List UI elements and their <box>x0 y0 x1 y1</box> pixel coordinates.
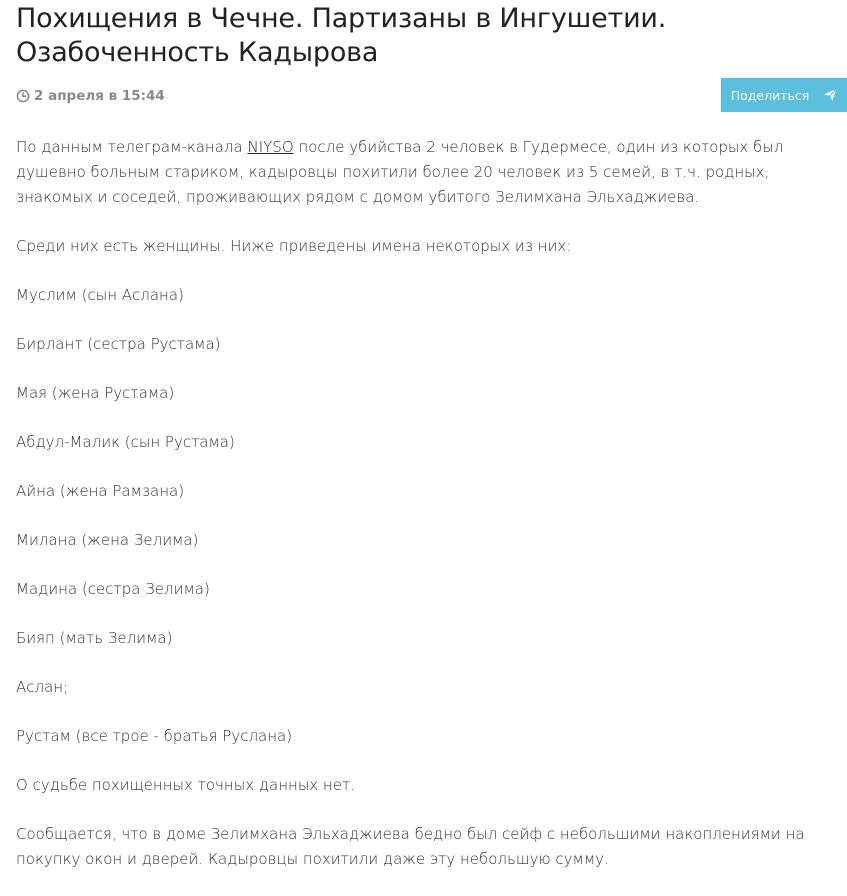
lead-text-before: По данным телеграм-канала <box>16 138 248 156</box>
paragraph: Бияп (мать Зелима) <box>16 629 173 647</box>
share-button[interactable] <box>721 78 847 112</box>
article <box>16 0 847 868</box>
paragraph: Айна (жена Рамзана) <box>16 482 185 500</box>
paragraph: Мадина (сестра Зелима) <box>16 580 210 598</box>
article-body <box>16 135 816 896</box>
clock-icon <box>16 89 30 103</box>
lead-text-after: после убийства 2 человек в Гудермесе, один из которых был душевно больным стариком, кадыровцы похитили более 20 человек из 5 семей, в т.ч. родных, знакомых и соседей, проживающих рядом с домом убитого Зелимхана Эльхаджиева. <box>16 138 784 206</box>
paragraph: Милана (жена Зелима) <box>16 531 199 549</box>
paragraph: Аслан; <box>16 678 69 696</box>
source-link[interactable]: NIYSO <box>247 138 294 156</box>
page-title: Похищения в Чечне. Партизаны в Ингушетии. Озабоченность Кадырова <box>16 3 667 68</box>
meta-row <box>16 78 847 112</box>
paragraph: Муслим (сын Аслана) <box>16 286 184 304</box>
paragraph: Среди них есть женщины. Ниже приведены имена некоторых из них: <box>16 237 572 255</box>
share-button-label: Поделиться <box>730 87 810 103</box>
paragraph: Бирлант (сестра Рустама) <box>16 335 221 353</box>
paragraph: Абдул-Малик (сын Рустама) <box>16 433 235 451</box>
paragraph: Мая (жена Рустама) <box>16 384 175 402</box>
paragraph: О судьбе похищенных точных данных нет. <box>16 776 355 794</box>
lead-paragraph <box>16 135 816 210</box>
send-icon <box>823 88 837 102</box>
publish-date <box>16 88 165 104</box>
paragraph: Рустам (все трое - братья Руслана) <box>16 727 293 745</box>
publish-date-text: 2 апреля в 15:44 <box>34 88 165 104</box>
paragraph: Сообщается, что в доме Зелимхана Эльхаджиева бедно был сейф с небольшими накоплениями на покупку окон и дверей. Кадыровцы похитили даже эту небольшую сумму. <box>16 825 805 868</box>
